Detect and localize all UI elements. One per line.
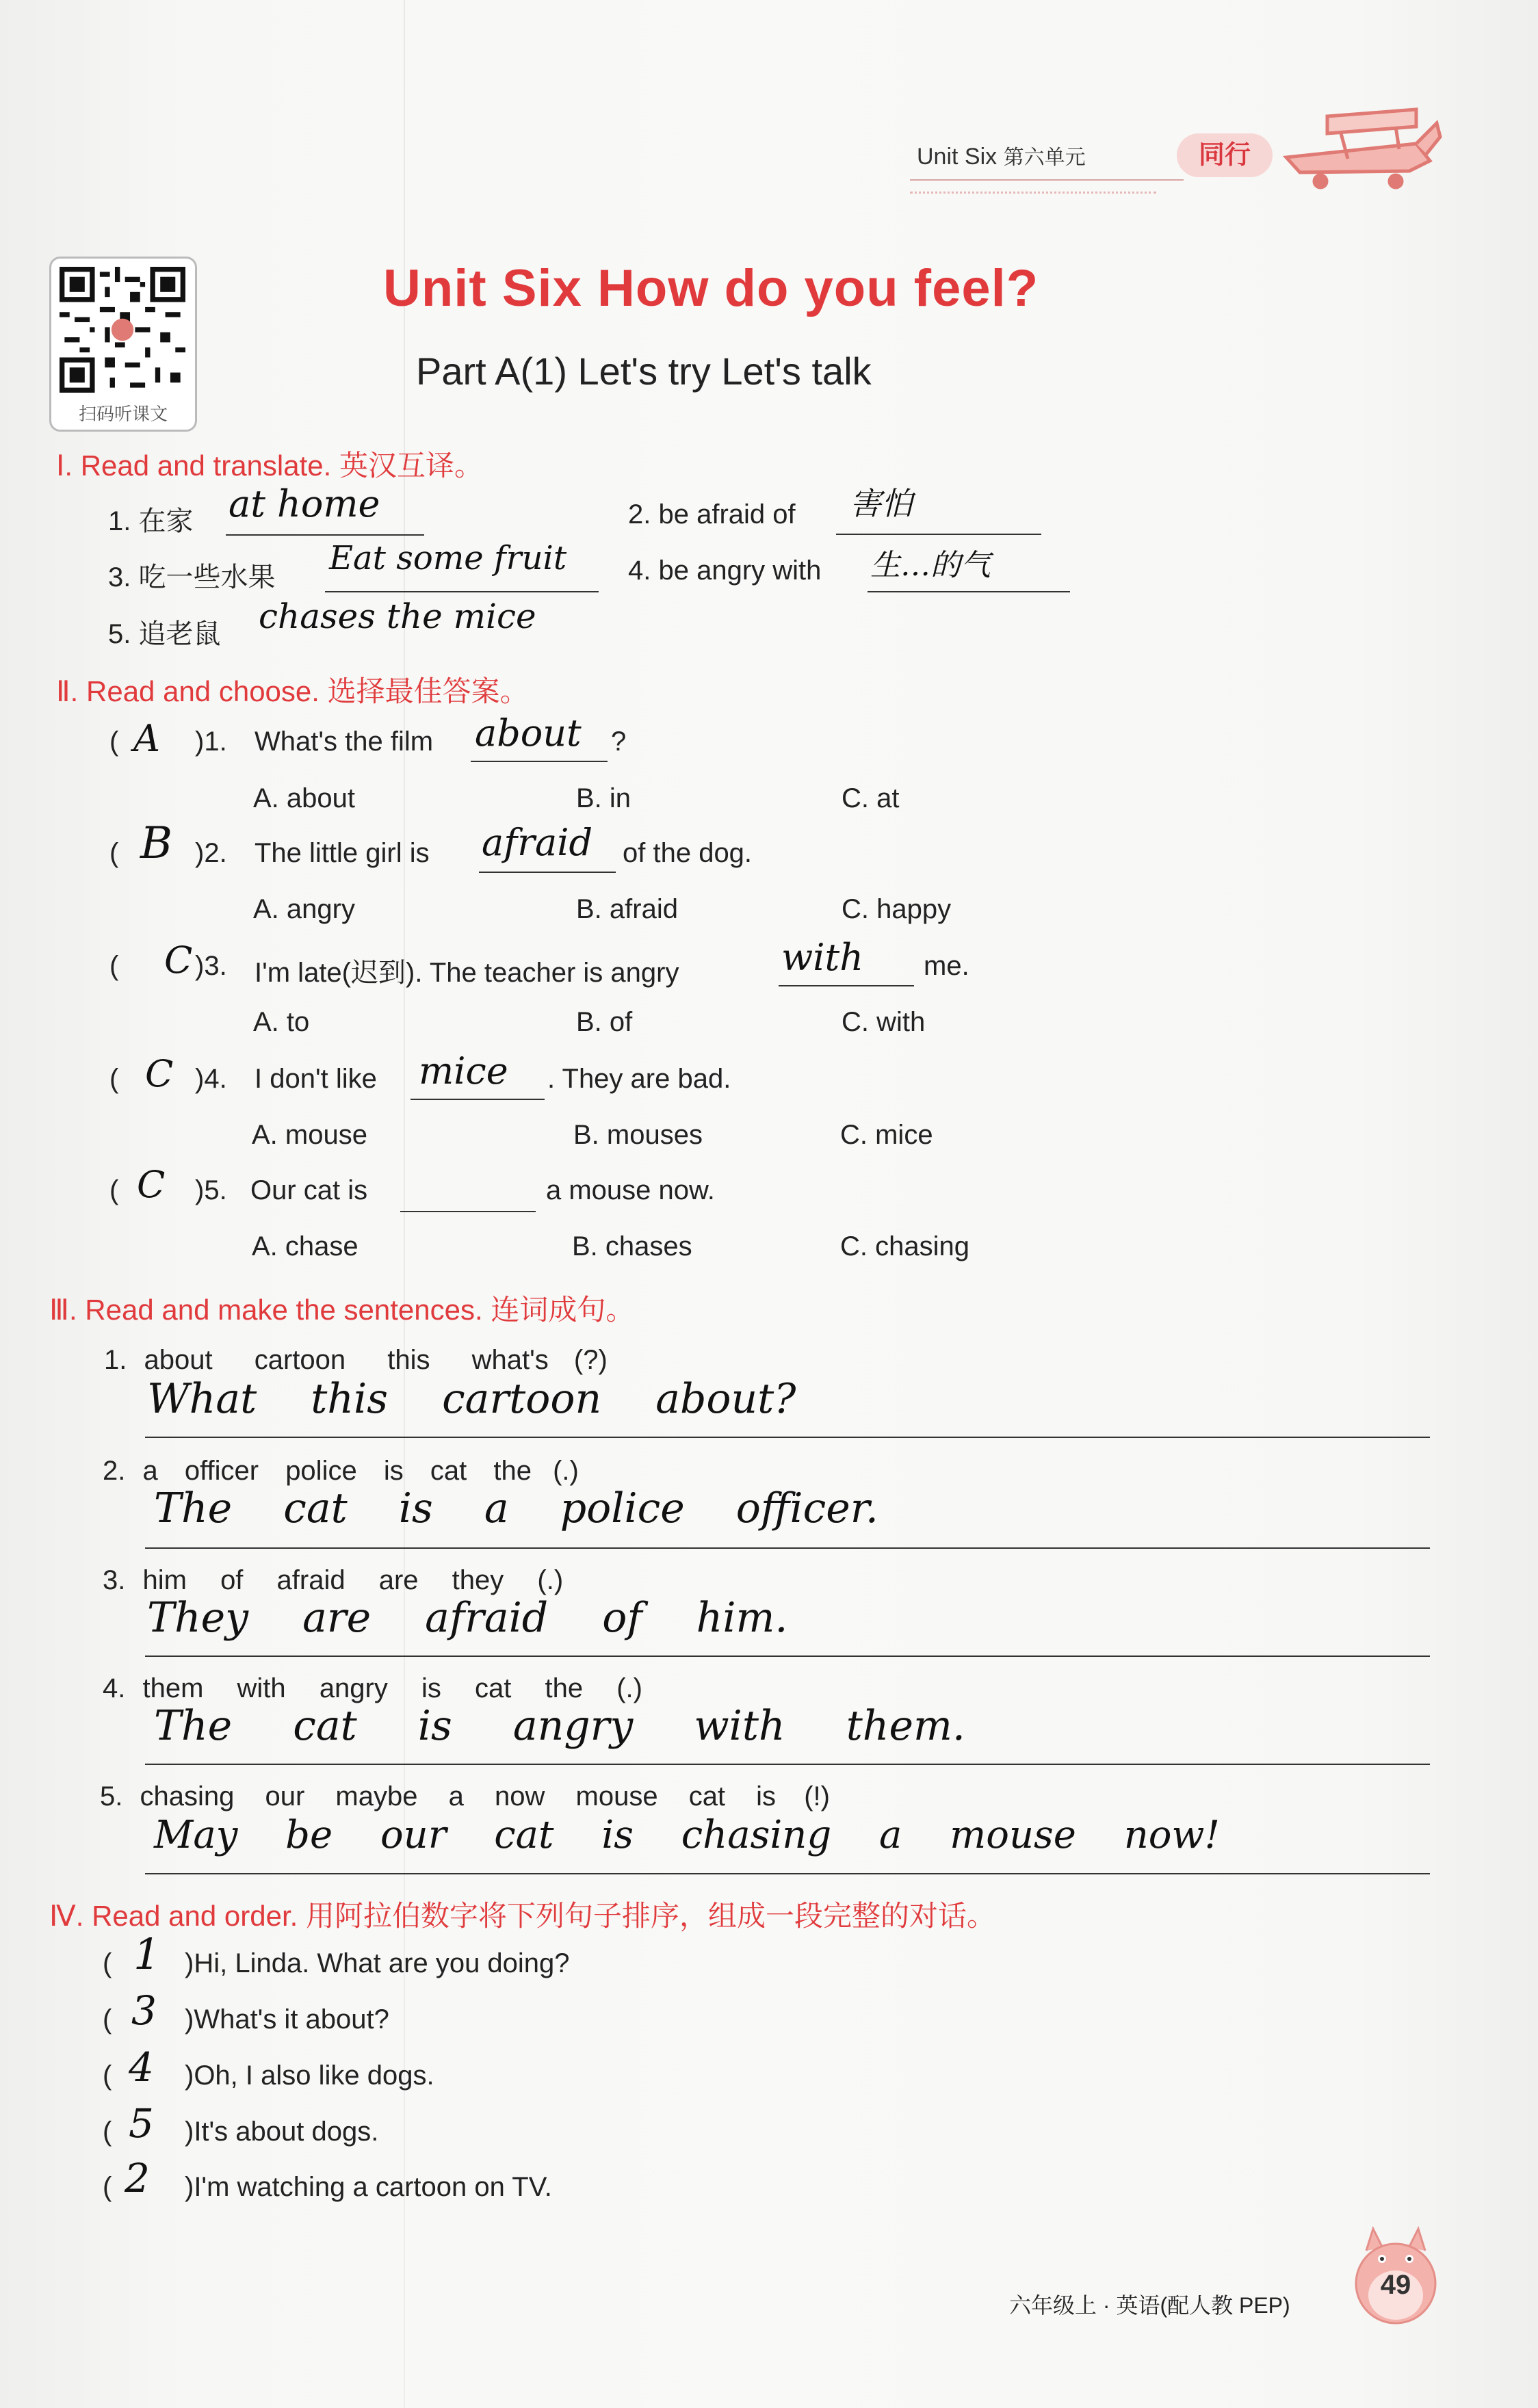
- s2-q4-opt-c: C. mice: [840, 1120, 933, 1150]
- s3-item4-answer[interactable]: The cat is angry with them.: [154, 1702, 965, 1750]
- header-rule: [910, 179, 1184, 181]
- qr-caption: 扫码听课文: [78, 404, 168, 424]
- s2-q2-stem: The little girl is: [255, 838, 430, 868]
- section4-heading: Ⅳ. Read and order. 用阿拉伯数字将下列句子排序，组成一段完整的对话。: [49, 1900, 995, 1932]
- page-fold-line: [404, 0, 405, 2408]
- s4-item5-mark[interactable]: 2: [125, 2155, 150, 2201]
- s2-q1-opt-c: C. at: [842, 783, 900, 813]
- footer-book-info: 六年级上 · 英语(配人教 PEP): [1009, 2293, 1290, 2318]
- s2-q2-paren: (: [109, 838, 119, 868]
- s2-q1-mark[interactable]: A: [133, 717, 160, 760]
- s4-item4-paren: (: [103, 2117, 112, 2147]
- s1-item5-answer: chases the mice: [259, 597, 536, 636]
- airplane-icon: [1279, 96, 1444, 198]
- s1-item4-answer: 生…的气: [870, 548, 991, 583]
- s2-q3-stem: I'm late(迟到). The teacher is angry: [255, 958, 679, 988]
- s2-q1-opt-a: A. about: [253, 783, 356, 813]
- header-unit-label: Unit Six 第六单元: [917, 144, 1086, 170]
- s1-item5-prompt: 5. 追老鼠: [108, 619, 221, 649]
- s2-q1-fill: about: [475, 711, 582, 755]
- s4-item1-text: )Hi, Linda. What are you doing?: [185, 1948, 570, 1978]
- s2-q3-opt-a: A. to: [253, 1007, 310, 1037]
- s4-item2-paren: (: [103, 2004, 112, 2034]
- s2-q5-num: )5.: [195, 1175, 227, 1205]
- s1-item2-prompt: 2. be afraid of: [628, 499, 796, 529]
- s3-item2-answer[interactable]: The cat is a police officer.: [154, 1484, 878, 1532]
- s2-q2-after: of the dog.: [623, 838, 753, 868]
- s3-item3-answer[interactable]: They are afraid of him.: [147, 1594, 788, 1642]
- brand-badge: 同行: [1177, 133, 1273, 177]
- s2-q4-paren: (: [109, 1064, 119, 1094]
- s3-item5-answer[interactable]: May be our cat is chasing a mouse now!: [154, 1813, 1220, 1857]
- s3-item4-line: [145, 1764, 1430, 1765]
- section1-heading: Ⅰ. Read and translate. 英汉互译。: [56, 449, 483, 482]
- s2-q1-num: )1.: [195, 727, 227, 757]
- s2-q1-stem: What's the film: [255, 727, 434, 757]
- s3-item4-words: 4. them with angry is cat the (.): [103, 1673, 642, 1703]
- s3-item2-words: 2. a officer police is cat the (.): [103, 1456, 579, 1486]
- s2-q1-after: ?: [611, 727, 627, 757]
- s2-q5-stem: Our cat is: [250, 1175, 368, 1205]
- page-number: 49: [1380, 2270, 1411, 2300]
- s4-item2-text: )What's it about?: [185, 2004, 389, 2034]
- s2-q3-num: )3.: [195, 951, 227, 981]
- s2-q2-opt-c: C. happy: [842, 894, 952, 924]
- s2-q5-after: a mouse now.: [546, 1175, 715, 1205]
- s1-item3-answer: Eat some fruit: [329, 539, 567, 577]
- s1-item1-prompt: 1. 在家: [108, 506, 194, 536]
- s1-item4-prompt: 4. be angry with: [628, 555, 822, 586]
- s2-q4-after: . They are bad.: [547, 1064, 731, 1094]
- s1-item3-prompt: 3. 吃一些水果: [108, 562, 276, 592]
- s2-q4-opt-b: B. mouses: [573, 1120, 703, 1150]
- s2-q3-opt-c: C. with: [842, 1007, 926, 1037]
- s3-item3-words: 3. him of afraid are they (.): [103, 1565, 564, 1595]
- s2-q3-after: me.: [924, 951, 969, 981]
- s4-item4-mark[interactable]: 5: [129, 2100, 154, 2147]
- s4-item1-paren: (: [103, 1948, 112, 1978]
- s2-q5-mark[interactable]: C: [137, 1163, 166, 1206]
- section3-heading: Ⅲ. Read and make the sentences. 连词成句。: [49, 1294, 635, 1326]
- s1-item2-answer: 害怕: [850, 485, 913, 522]
- s4-item5-paren: (: [103, 2172, 112, 2202]
- s2-q5-opt-b: B. chases: [572, 1231, 692, 1261]
- s2-q2-num: )2.: [195, 838, 227, 868]
- s2-q3-mark[interactable]: C: [164, 939, 193, 982]
- s2-q5-opt-a: A. chase: [252, 1231, 359, 1261]
- page-number-badge: [1351, 2223, 1440, 2326]
- s2-q4-mark[interactable]: C: [145, 1052, 174, 1095]
- s3-item2-line: [145, 1547, 1430, 1549]
- s2-q1-opt-b: B. in: [576, 783, 631, 813]
- s2-q5-paren: (: [109, 1175, 119, 1205]
- s3-item3-line: [145, 1656, 1430, 1657]
- s2-q2-mark[interactable]: B: [140, 818, 173, 869]
- section2-heading: Ⅱ. Read and choose. 选择最佳答案。: [56, 675, 529, 707]
- s4-item3-mark[interactable]: 4: [129, 2044, 154, 2091]
- s4-item3-paren: (: [103, 2060, 112, 2091]
- qr-code[interactable]: [49, 257, 197, 432]
- page-subtitle: Part A(1) Let's try Let's talk: [416, 350, 872, 393]
- s3-item5-line: [145, 1873, 1430, 1874]
- s4-item1-mark[interactable]: 1: [133, 1929, 161, 1979]
- s3-item1-answer[interactable]: What this cartoon about?: [147, 1375, 796, 1423]
- header-dotted-rule: [910, 192, 1156, 194]
- s2-q3-paren: (: [109, 951, 119, 981]
- s2-q2-fill: afraid: [482, 821, 593, 864]
- s2-q4-stem: I don't like: [255, 1064, 377, 1094]
- qr-code-icon: [60, 267, 185, 393]
- s4-item4-text: )It's about dogs.: [185, 2117, 379, 2147]
- s2-q5-opt-c: C. chasing: [840, 1231, 969, 1261]
- s4-item3-text: )Oh, I also like dogs.: [185, 2060, 434, 2091]
- s2-q2-opt-b: B. afraid: [576, 894, 678, 924]
- s3-item1-line: [145, 1437, 1430, 1438]
- s2-q3-opt-b: B. of: [576, 1007, 633, 1037]
- s2-q2-opt-a: A. angry: [253, 894, 355, 924]
- s2-q4-num: )4.: [195, 1064, 227, 1094]
- s3-item1-words: 1. about cartoon this what's (?): [104, 1345, 608, 1375]
- s2-q4-fill: mice: [419, 1049, 508, 1092]
- s2-q1-paren: (: [109, 727, 119, 757]
- s2-q3-fill: with: [781, 936, 863, 979]
- page-title: Unit Six How do you feel?: [383, 259, 1039, 317]
- s4-item5-text: )I'm watching a cartoon on TV.: [185, 2172, 552, 2202]
- s3-item5-words: 5. chasing our maybe a now mouse cat is (!): [100, 1781, 830, 1811]
- s1-item1-answer: at home: [229, 482, 380, 525]
- s4-item2-mark[interactable]: 3: [131, 1987, 157, 2034]
- s2-q4-opt-a: A. mouse: [252, 1120, 367, 1150]
